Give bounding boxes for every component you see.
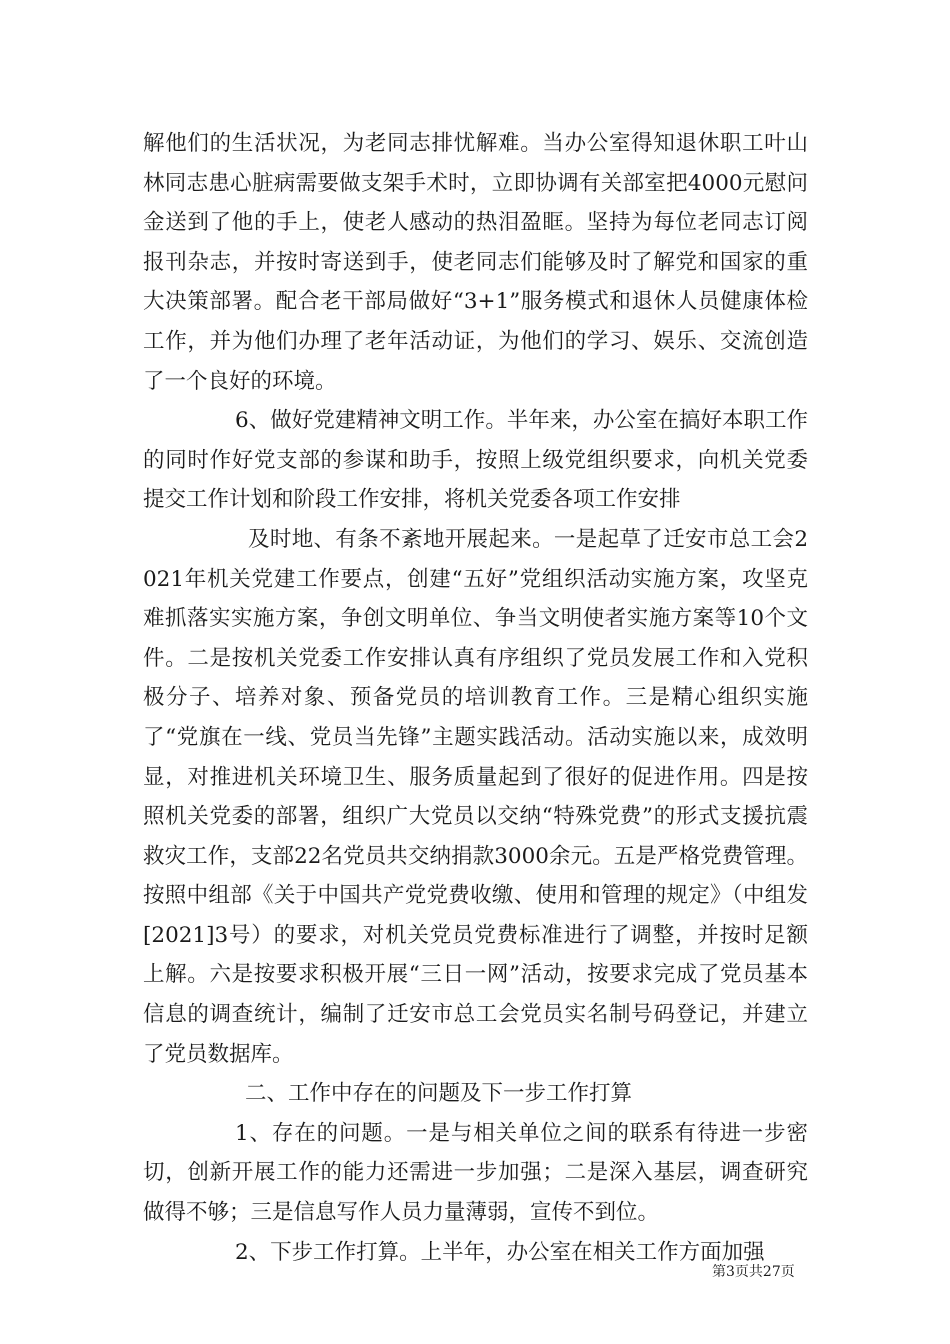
paragraph-party-building: 6、做好党建精神文明工作。半年来，办公室在搞好本职工作的同时作好党支部的参谋和助手，按照上级党组织要求，向机关党委提交工作计划和阶段工作安排，将机关党委各项工作安排	[143, 408, 808, 513]
document-body	[143, 124, 808, 1272]
section-heading-problems: 二、工作中存在的问题及下一步工作打算	[245, 1081, 633, 1107]
paragraph-retiree-care: 解他们的生活状况，为老同志排忧解难。当办公室得知退休职工叶山林同志患心脏病需要做支架手术时，立即协调有关部室把4000元慰问金送到了他的手上，使老人感动的热泪盈眶。坚持为每位老同志订阅报刊杂志，并按时寄送到手，使老同志们能够及时了解党和国家的重大决策部署。配合老干部局做好“3+1”服务模式和退休人员健康体检工作，并为他们办理了老年活动证，为他们的学习、娱乐、交流创造了一个良好的环境。	[143, 131, 808, 394]
page-number: 第3页共27页	[712, 1264, 795, 1280]
paragraph-next-steps: 2、下步工作打算。上半年，办公室在相关工作方面加强	[235, 1239, 765, 1265]
paragraph-existing-problems: 1、存在的问题。一是与相关单位之间的联系有待进一步密切，创新开展工作的能力还需进一步加强；二是深入基层，调查研究做得不够；三是信息写作人员力量薄弱，宣传不到位。	[143, 1120, 808, 1226]
paragraph-party-activities: 及时地、有条不紊地开展起来。一是起草了迁安市总工会2021年机关党建工作要点，创建“五好”党组织活动实施方案，攻坚克难抓落实实施方案，争创文明单位、争当文明使者实施方案等10个文件。二是按机关党委工作安排认真有序组织了党员发展工作和入党积极分子、培养对象、预备党员的培训教育工作。三是精心组织实施了“党旗在一线、党员当先锋”主题实践活动。活动实施以来，成效明显，对推进机关环境卫生、服务质量起到了很好的促进作用。四是按照机关党委的部署，组织广大党员以交纳“特殊党费”的形式支援抗震救灾工作，支部22名党员共交纳捐款3000余元。五是严格党费管理。按照中组部《关于中国共产党党费收缴、使用和管理的规定》（中组发[2021]3号）的要求，对机关党员党费标准进行了调整，并按时足额上解。六是按要求积极开展“三日一网”活动，按要求完成了党员基本信息的调查统计，编制了迁安市总工会党员实名制号码登记，并建立了党员数据库。	[143, 526, 808, 1067]
